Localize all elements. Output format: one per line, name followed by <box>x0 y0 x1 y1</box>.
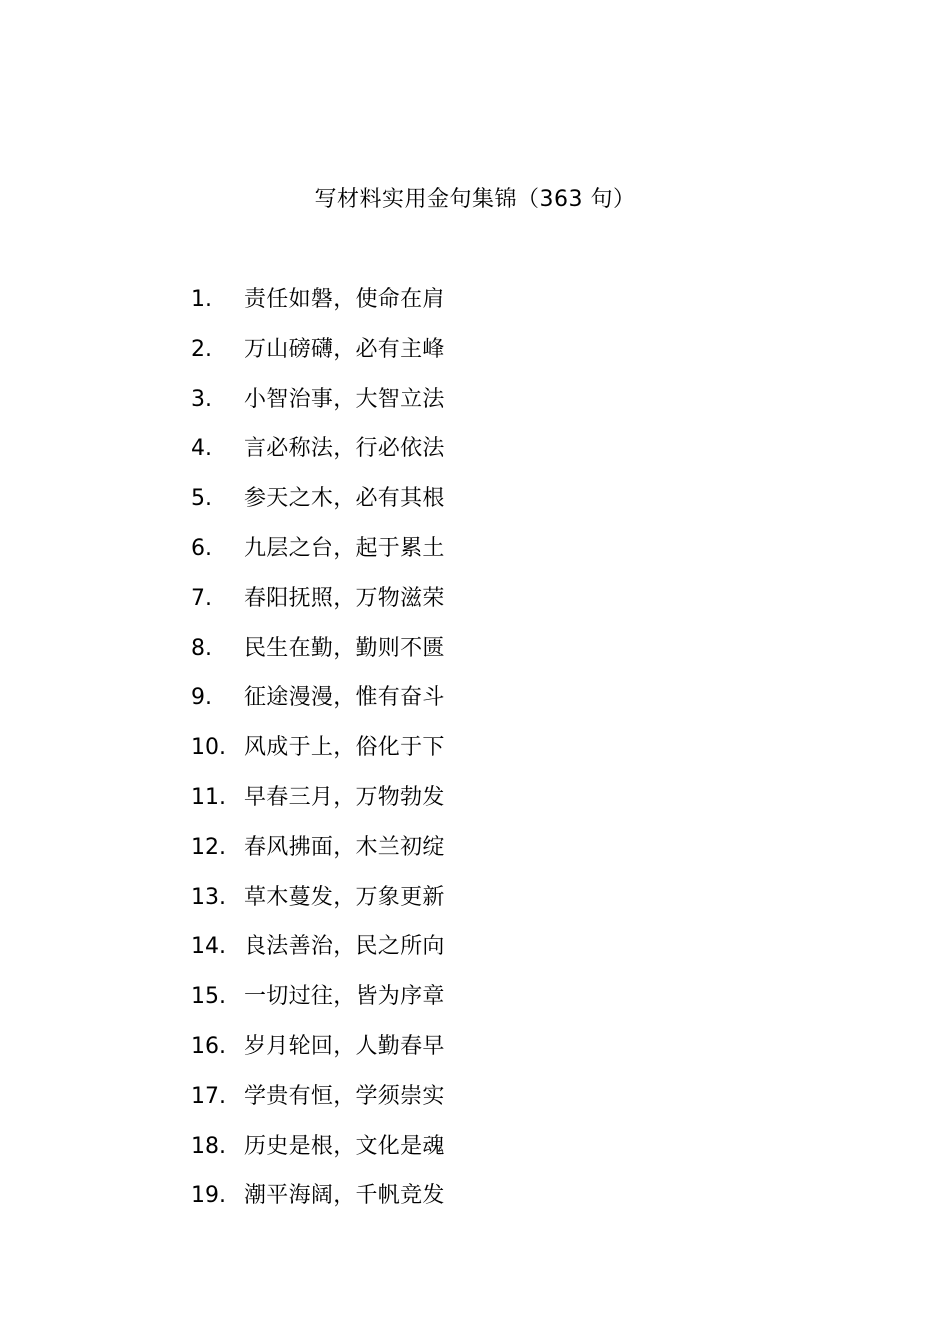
list-item <box>0 531 950 581</box>
item-text: 春阳抚照，万物滋荣 <box>244 585 445 611</box>
item-text: 参天之木，必有其根 <box>244 486 445 512</box>
item-number: 11. <box>191 784 226 810</box>
item-text: 草木蔓发，万象更新 <box>244 884 445 910</box>
item-number: 17. <box>191 1083 226 1109</box>
item-number: 4. <box>191 436 212 462</box>
item-number: 10. <box>191 735 226 761</box>
list-item <box>0 929 950 979</box>
list-item <box>0 332 950 382</box>
item-number: 2. <box>191 336 212 362</box>
item-number: 13. <box>191 884 226 910</box>
item-text: 责任如磐，使命在肩 <box>244 287 445 312</box>
item-text: 历史是根，文化是魂 <box>244 1133 445 1159</box>
list-item <box>0 1178 950 1228</box>
item-text: 良法善治，民之所向 <box>244 934 445 960</box>
item-text: 早春三月，万物勃发 <box>244 784 445 810</box>
item-number: 9. <box>191 685 212 711</box>
item-number: 19. <box>191 1183 226 1209</box>
list-item <box>0 1079 950 1129</box>
list-item <box>0 880 950 930</box>
list-item <box>0 1029 950 1079</box>
item-text: 学贵有恒，学须崇实 <box>244 1083 445 1109</box>
list-item <box>0 830 950 880</box>
page-title: 写材料实用金句集锦（363 句） <box>314 187 636 212</box>
quote-list <box>0 282 950 1228</box>
list-item <box>0 631 950 681</box>
item-number: 7. <box>191 585 212 611</box>
list-item <box>0 780 950 830</box>
item-number: 5. <box>191 486 212 512</box>
item-text: 一切过往，皆为序章 <box>244 984 445 1010</box>
list-item <box>0 581 950 631</box>
list-item <box>0 680 950 730</box>
item-number: 6. <box>191 535 212 561</box>
list-item <box>0 431 950 481</box>
list-item <box>0 730 950 780</box>
list-item <box>0 481 950 531</box>
item-text: 民生在勤，勤则不匮 <box>244 635 445 661</box>
item-text: 万山磅礴，必有主峰 <box>244 336 445 362</box>
item-number: 16. <box>191 1033 226 1059</box>
item-text: 征途漫漫，惟有奋斗 <box>244 685 445 711</box>
item-text: 春风拂面，木兰初绽 <box>244 834 445 860</box>
list-item <box>0 1129 950 1179</box>
item-text: 风成于上，俗化于下 <box>244 735 445 761</box>
item-number: 12. <box>191 834 226 860</box>
item-text: 九层之台，起于累土 <box>244 535 445 561</box>
item-number: 8. <box>191 635 212 661</box>
item-text: 潮平海阔，千帆竞发 <box>244 1183 445 1209</box>
item-number: 1. <box>191 287 212 312</box>
item-text: 小智治事，大智立法 <box>244 386 445 412</box>
item-text: 言必称法，行必依法 <box>244 436 445 462</box>
item-text: 岁月轮回，人勤春早 <box>244 1033 445 1059</box>
item-number: 15. <box>191 984 226 1010</box>
list-item <box>0 282 950 332</box>
list-item <box>0 382 950 432</box>
item-number: 14. <box>191 934 226 960</box>
list-item <box>0 979 950 1029</box>
item-number: 3. <box>191 386 212 412</box>
item-number: 18. <box>191 1133 226 1159</box>
